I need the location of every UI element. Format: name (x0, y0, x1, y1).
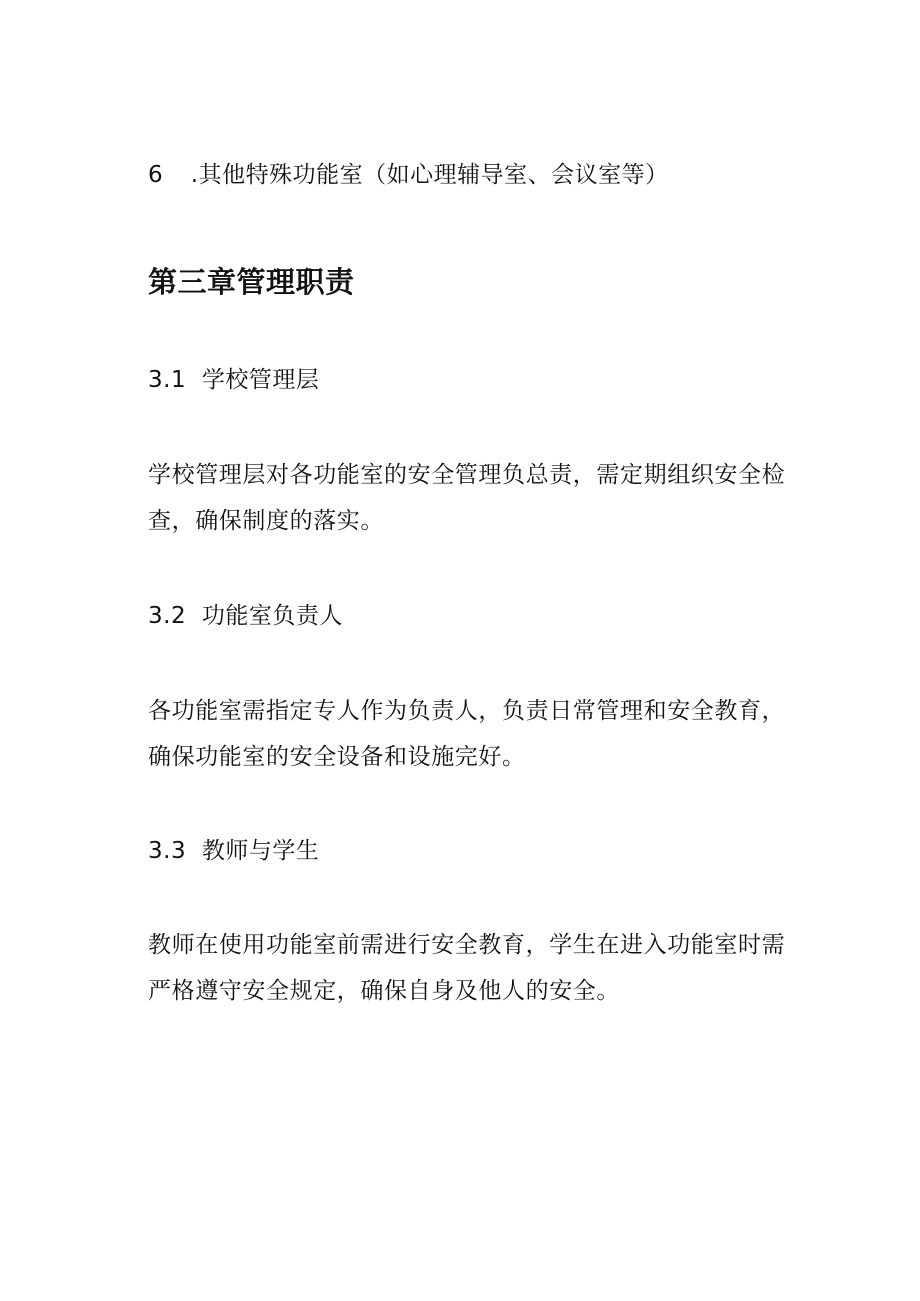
section-number: 3.2 (148, 603, 187, 629)
section-body-3-2: 各功能室需指定专人作为负责人，负责日常管理和安全教育，确保功能室的安全设备和设施完好。 (148, 698, 786, 770)
section-number: 3.1 (148, 367, 187, 393)
chapter-title: 第三章管理职责 (148, 265, 355, 299)
section-heading-3-1 (148, 364, 319, 396)
list-item-6 (148, 159, 669, 191)
list-item-text: .其他特殊功能室（如心理辅导室、会议室等） (190, 162, 669, 188)
section-body-3-3: 教师在使用功能室前需进行安全教育，学生在进入功能室时需严格遵守安全规定，确保自身及他人的安全。 (148, 932, 786, 1004)
section-heading-3-2 (148, 600, 343, 632)
section-body-3-1: 学校管理层对各功能室的安全管理负总责，需定期组织安全检查，确保制度的落实。 (148, 462, 786, 534)
section-title: 教师与学生 (201, 838, 320, 864)
section-title: 功能室负责人 (201, 603, 343, 629)
section-title: 学校管理层 (201, 367, 320, 393)
section-heading-3-3 (148, 835, 319, 867)
list-item-number: 6 (148, 162, 164, 188)
section-number: 3.3 (148, 838, 187, 864)
